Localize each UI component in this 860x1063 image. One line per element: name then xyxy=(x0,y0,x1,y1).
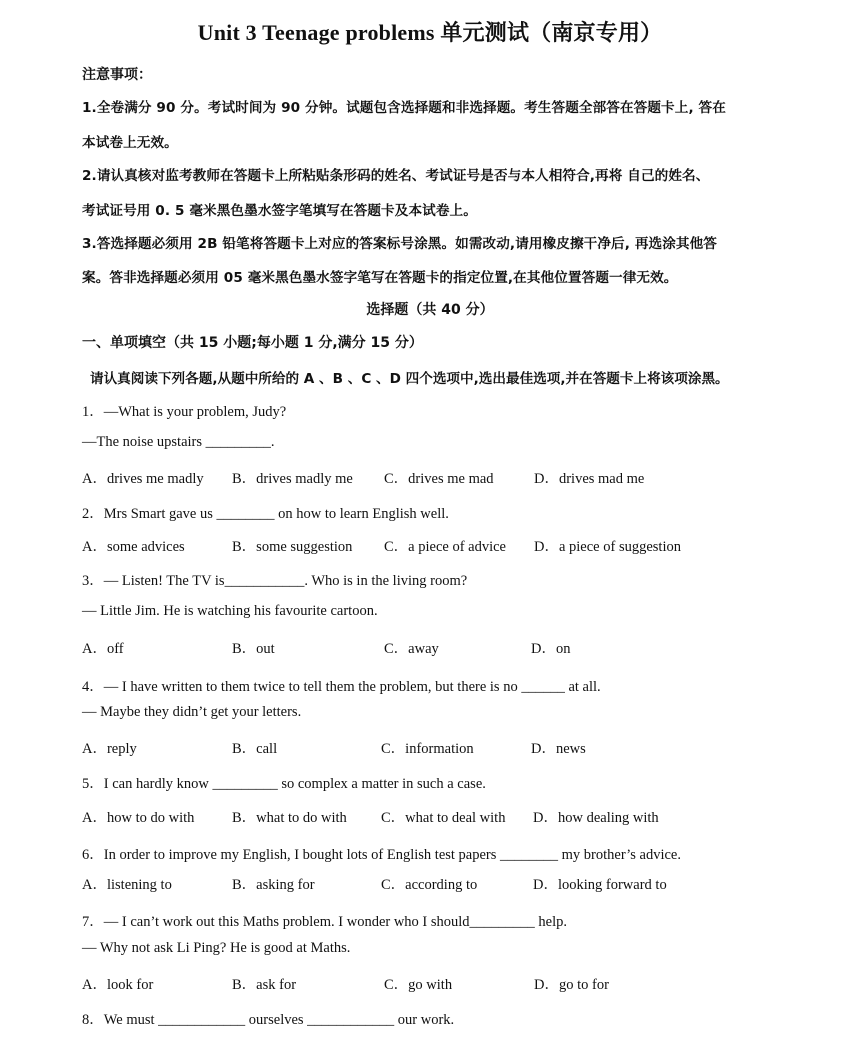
notice-line-6: 案。答非选择题必须用 05 毫米黑色墨水签字笔写在答题卡的指定位置,在其他位置答题一律无效。 xyxy=(82,270,678,286)
option-d: D．news xyxy=(531,741,586,757)
option-c: C．drives me mad xyxy=(384,471,494,487)
option-row xyxy=(82,737,782,757)
option-c: C．away xyxy=(384,641,439,657)
option-b: B．some suggestion xyxy=(232,539,353,555)
option-a: A．how to do with xyxy=(82,810,195,826)
option-row xyxy=(82,637,782,657)
option-a: A．off xyxy=(82,641,124,657)
option-a: A．some advices xyxy=(82,539,185,555)
notice-heading: 注意事项： xyxy=(82,67,152,83)
option-a: A．listening to xyxy=(82,877,172,893)
question-stem: 1．—What is your problem, Judy? xyxy=(82,404,287,420)
option-b: B．out xyxy=(232,641,275,657)
part-instruction: 请认真阅读下列各题,从题中所给的 A 、B 、C 、D 四个选项中,选出最佳选项,并在答题卡上将该项涂黑。 xyxy=(90,371,729,387)
option-b: B．ask for xyxy=(232,977,297,993)
option-a: A．look for xyxy=(82,977,154,993)
notice-line-4: 考试证号用 0. 5 毫米黑色墨水签字笔填写在答题卡及本试卷上。 xyxy=(82,203,477,219)
option-row xyxy=(82,973,782,993)
notice-line-1: 1.全卷满分 90 分。考试时间为 90 分钟。试题包含选择题和非选择题。考生答题全部答在答题卡上, 答在 xyxy=(82,100,726,116)
option-b: B．what to do with xyxy=(232,810,347,826)
question-stem: 4．— I have written to them twice to tell them the problem, but there is no ______ at all. xyxy=(82,679,601,695)
option-b: B．call xyxy=(232,741,278,757)
question-stem: 8．We must ____________ ourselves ____________ our work. xyxy=(82,1012,455,1028)
question-stem: — Maybe they didn’t get your letters. xyxy=(82,704,302,720)
part-heading: 一、单项填空（共 15 小题;每小题 1 分,满分 15 分） xyxy=(82,335,423,351)
question-stem: —The noise upstairs _________. xyxy=(82,434,275,450)
option-c: C．go with xyxy=(384,977,453,993)
notice-line-5: 3.答选择题必须用 2B 铅笔将答题卡上对应的答案标号涂黑。如需改动,请用橡皮擦干净后, 再选涂其他答 xyxy=(82,236,718,252)
option-a: A．drives me madly xyxy=(82,471,204,487)
option-d: D．go to for xyxy=(534,977,609,993)
notice-line-2: 本试卷上无效。 xyxy=(82,135,178,151)
option-a: A．reply xyxy=(82,741,137,757)
option-d: D．looking forward to xyxy=(533,877,667,893)
question-stem: — Little Jim. He is watching his favourite cartoon. xyxy=(82,603,378,619)
option-c: C．a piece of advice xyxy=(384,539,506,555)
option-d: D．how dealing with xyxy=(533,810,659,826)
question-stem: 7．— I can’t work out this Maths problem. I wonder who I should_________ help. xyxy=(82,914,568,930)
option-c: C．information xyxy=(381,741,474,757)
question-stem: 6．In order to improve my English, I bought lots of English test papers ________ my brother’s advice. xyxy=(82,847,681,863)
question-stem: 5．I can hardly know _________ so complex a matter in such a case. xyxy=(82,776,486,792)
option-row xyxy=(82,806,782,826)
option-b: B．asking for xyxy=(232,877,315,893)
option-c: C．what to deal with xyxy=(381,810,506,826)
question-stem: 3．— Listen! The TV is___________. Who is in the living room? xyxy=(82,573,468,589)
option-row xyxy=(82,535,782,555)
question-stem: 2．Mrs Smart gave us ________ on how to learn English well. xyxy=(82,506,449,522)
option-d: D．on xyxy=(531,641,571,657)
page-title: Unit 3 Teenage problems 单元测试（南京专用） xyxy=(197,20,663,45)
notice-line-3: 2.请认真核对监考教师在答题卡上所粘贴条形码的姓名、考试证号是否与本人相符合,再将 自己的姓名、 xyxy=(82,168,710,184)
option-row xyxy=(82,873,782,893)
question-stem: — Why not ask Li Ping? He is good at Maths. xyxy=(82,940,351,956)
option-d: D．a piece of suggestion xyxy=(534,539,681,555)
option-row xyxy=(82,467,782,487)
option-b: B．drives madly me xyxy=(232,471,353,487)
option-c: C．according to xyxy=(381,877,478,893)
section-heading: 选择题（共 40 分） xyxy=(366,302,494,318)
option-d: D．drives mad me xyxy=(534,471,645,487)
